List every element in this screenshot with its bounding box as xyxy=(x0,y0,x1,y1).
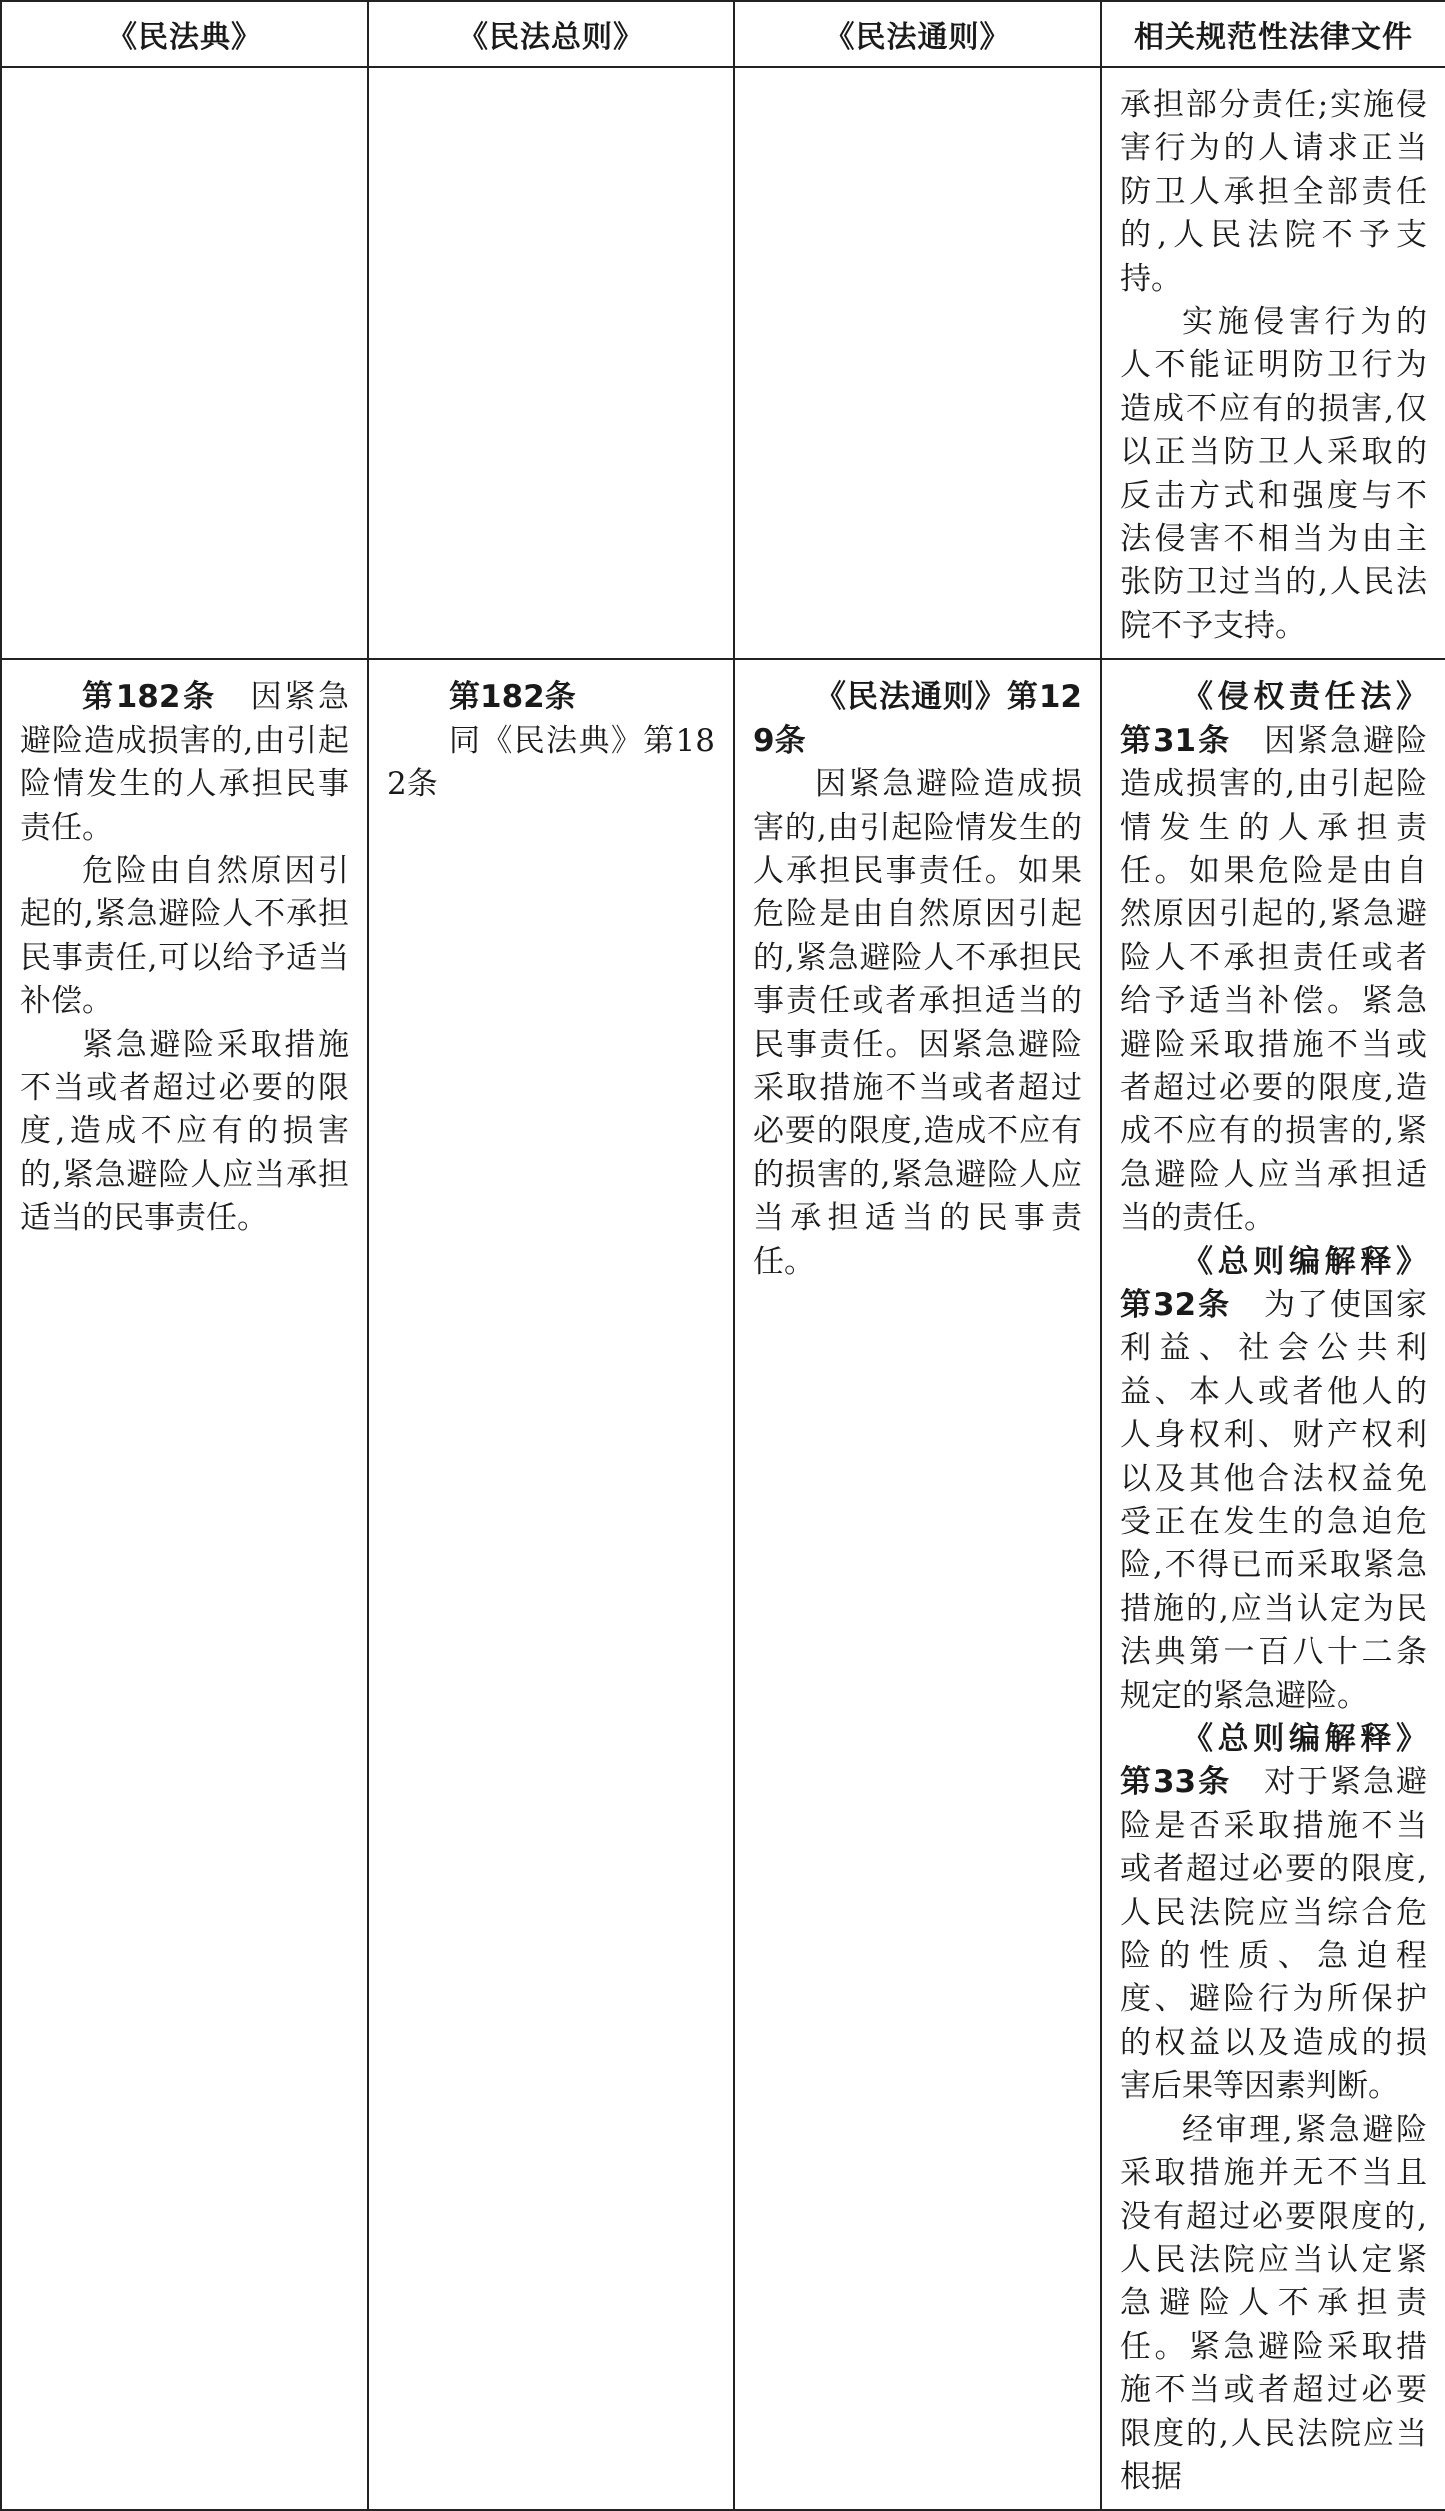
article-reference: 《总则编解释》第33条 xyxy=(1120,1721,1427,1801)
article-reference: 第182条 xyxy=(82,679,217,716)
paragraph-text: 对于紧急避险是否采取措施不当或者超过必要的限度,人民法院应当综合危险的性质、急迫程度、避险行为所保护的权益以及造成的损害后果等因素判断。 xyxy=(1120,1764,1428,2105)
cell-related-documents xyxy=(1101,659,1445,2510)
article-reference: 《侵权责任法》第31条 xyxy=(1120,679,1427,759)
article-reference: 《总则编解释》第32条 xyxy=(1120,1243,1427,1323)
table-row xyxy=(1,659,1445,2510)
paragraph xyxy=(753,763,1082,1284)
table-header-row xyxy=(1,1,1445,67)
paragraph-text: 因紧急避险造成损害的,由引起险情发生的人承担民事责任。如果危险是由自然原因引起的,紧急避险人不承担民事责任或者承担适当的民事责任。因紧急避险采取措施不当或者超过必要的限度,造成不应有的损害的,紧急避险人应当承担适当的民事责任。 xyxy=(753,766,1082,1280)
paragraph xyxy=(1120,2109,1427,2500)
paragraph xyxy=(1120,301,1427,648)
cell-general-provisions-empty xyxy=(368,67,734,659)
header-general-principles: 《民法通则》 xyxy=(734,1,1101,67)
paragraph-text: 危险由自然原因引起的,紧急避险人不承担民事责任,可以给予适当补偿。 xyxy=(20,852,349,1020)
header-related-documents: 相关规范性法律文件 xyxy=(1101,1,1445,67)
cell-related-documents xyxy=(1101,67,1445,659)
paragraph xyxy=(1120,1718,1427,2109)
paragraph-text: 紧急避险采取措施不当或者超过必要的限度,造成不应有的损害的,紧急避险人应当承担适当的民事责任。 xyxy=(20,1026,349,1237)
paragraph xyxy=(387,676,715,719)
paragraph-text: 因紧急避险造成损害的,由引起险情发生的人承担民事责任。 xyxy=(20,679,349,846)
cell-general-principles xyxy=(734,659,1101,2510)
paragraph xyxy=(1120,676,1427,1240)
paragraph-text: 为了使国家利益、社会公共利益、本人或者他人的人身权利、财产权利以及其他合法权益免受正在发生的急迫危险,不得已而采取紧急措施的,应当认定为民法典第一百八十二条规定的紧急避险。 xyxy=(1120,1286,1428,1714)
paragraph xyxy=(20,1024,349,1241)
paragraph xyxy=(20,676,349,850)
cell-general-principles-empty xyxy=(734,67,1101,659)
paragraph xyxy=(387,720,715,807)
header-civil-code: 《民法典》 xyxy=(1,1,368,67)
article-reference: 第182条 xyxy=(449,679,576,716)
paragraph xyxy=(1120,1241,1427,1718)
paragraph xyxy=(20,850,349,1024)
paragraph-text: 经审理,紧急避险采取措施并无不当且没有超过必要限度的,人民法院应当认定紧急避险人不承担责任。紧急避险采取措施不当或者超过必要限度的,人民法院应当根据 xyxy=(1120,2111,1427,2495)
table-row xyxy=(1,67,1445,659)
article-reference: 《民法通则》第129条 xyxy=(753,679,1082,759)
cell-general-provisions xyxy=(368,659,734,2510)
paragraph-text: 承担部分责任;实施侵害行为的人请求正当防卫人承担全部责任的,人民法院不予支持。 xyxy=(1120,87,1427,297)
paragraph xyxy=(1120,84,1427,301)
header-general-provisions: 《民法总则》 xyxy=(368,1,734,67)
cell-civil-code-empty xyxy=(1,67,368,659)
paragraph-text: 同《民法典》第182条 xyxy=(387,722,715,803)
paragraph-text: 实施侵害行为的人不能证明防卫行为造成不应有的损害,仅以正当防卫人采取的反击方式和强度与不法侵害不相当为由主张防卫过当的,人民法院不予支持。 xyxy=(1120,304,1427,644)
paragraph xyxy=(753,676,1082,763)
paragraph-text: 因紧急避险造成损害的,由引起险情发生的人承担责任。如果危险是由自然原因引起的,紧急避险人不承担责任或者给予适当补偿。紧急避险采取措施不当或者超过必要的限度,造成不应有的损害的,紧急避险人应当承担适当的责任。 xyxy=(1120,722,1428,1237)
cell-civil-code xyxy=(1,659,368,2510)
